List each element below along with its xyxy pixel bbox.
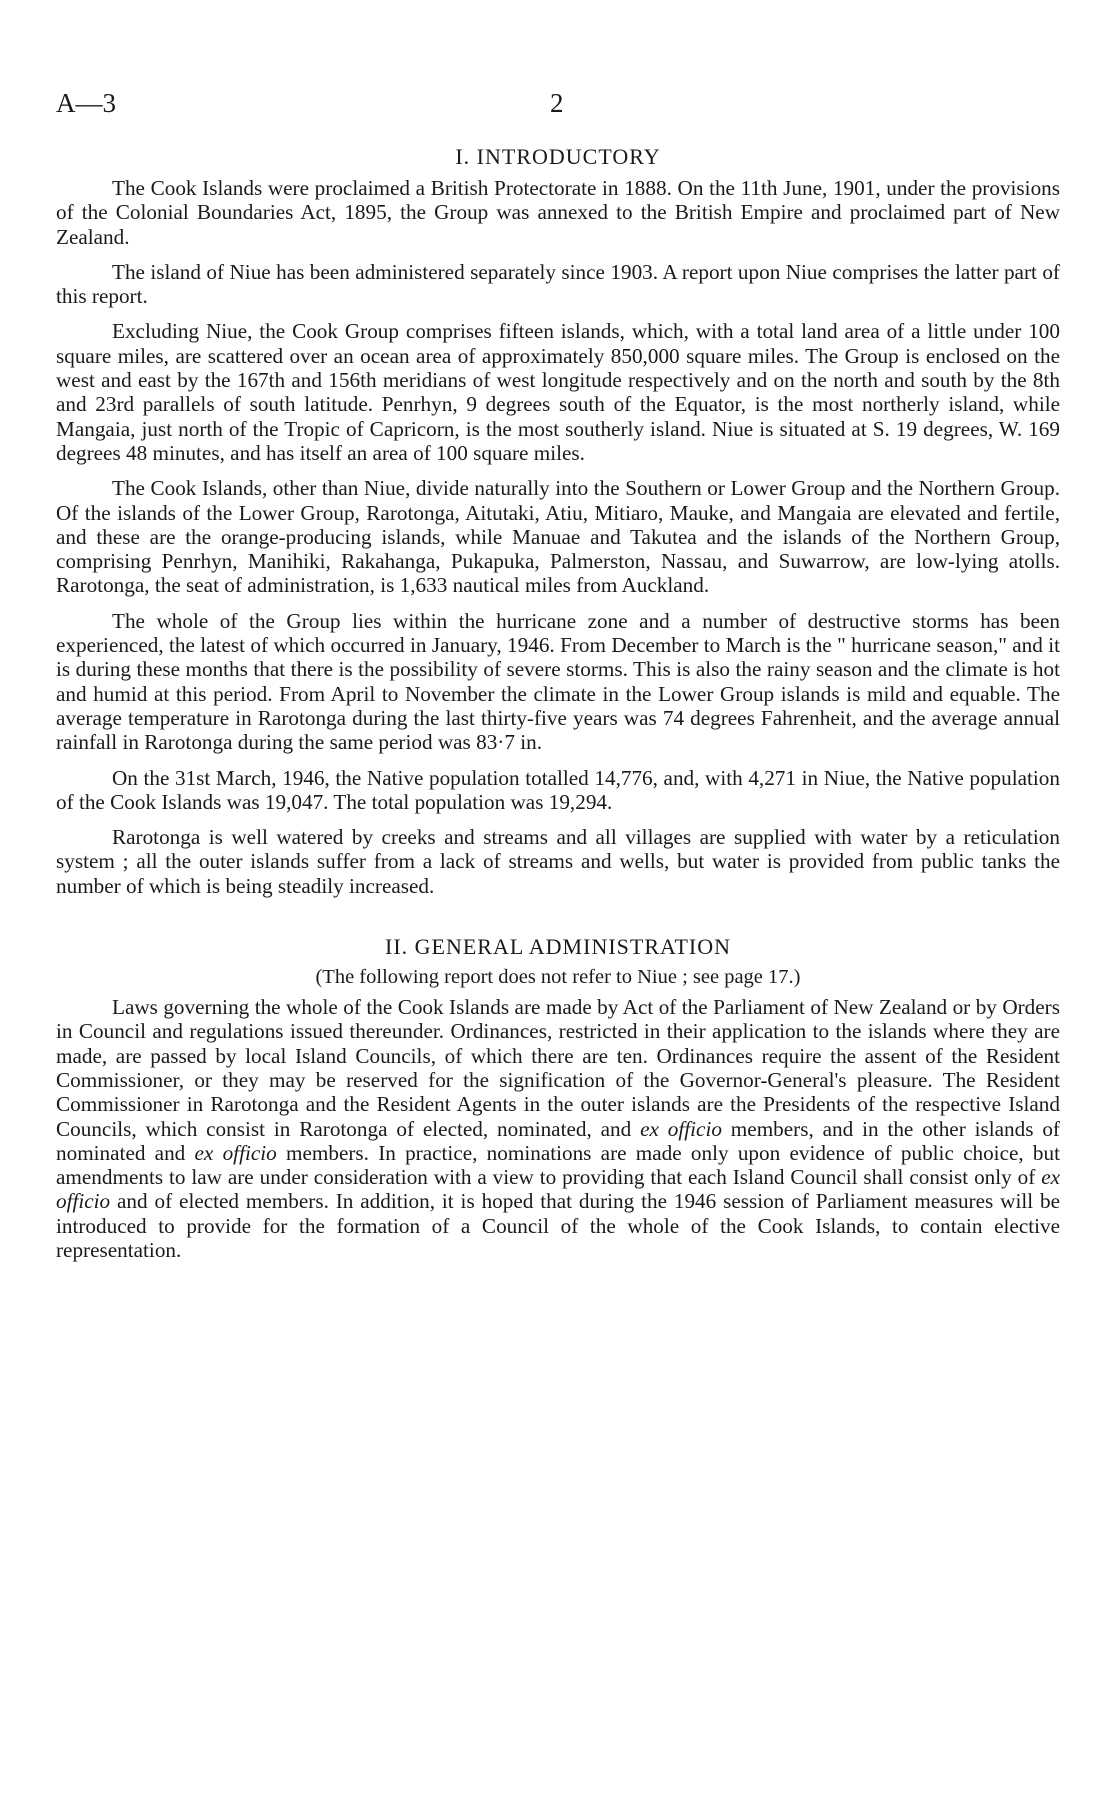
- section-heading-introductory: I. INTRODUCTORY: [455, 144, 661, 169]
- italic-term: ex officio: [640, 1116, 722, 1141]
- intro-paragraph-3: Excluding Niue, the Cook Group comprises fifteen islands, which, with a total land area of a little under 100 square miles, are scattered over an ocean area of approximately 850,000 square miles. The Group is enclosed on the west and east by the 167th and 156th meridians of west longitude respectively and on the north and south by the 8th and 23rd parallels of south latitude. Penrhyn, 9 degrees south of the Equator, is the most northerly island, while Mangaia, just north of the Tropic of Capricorn, is the most southerly island. Niue is situated at S. 19 degrees, W. 169 degrees 48 minutes, and has itself an area of 100 square miles.: [56, 319, 1060, 465]
- page-body: [56, 144, 1060, 1273]
- text-run: members. In practice, nominations are made only upon evidence of public choice, but amendments to law are under consideration with a view to providing that each Island Council shall consist only of: [56, 1140, 1060, 1190]
- section-heading-general-administration: II. GENERAL ADMINISTRATION: [385, 934, 731, 960]
- text-run: members, and in the other islands of nominated and: [56, 1116, 1060, 1165]
- italic-term: ex officio: [56, 1165, 1060, 1214]
- intro-paragraph-7: Rarotonga is well watered by creeks and streams and all villages are supplied with water by a reticulation system ; all the outer islands suffer from a lack of streams and wells, but water is provided from public tanks the number of which is being steadily increased.: [56, 825, 1060, 898]
- section-note: (The following report does not refer to Niue ; see page 17.): [315, 966, 801, 989]
- intro-paragraph-4: The Cook Islands, other than Niue, divide naturally into the Southern or Lower Group and the Northern Group. Of the islands of the Lower Group, Rarotonga, Aitutaki, Atiu, Mitiaro, Mauke, and Mangaia are elevated and fertile, and these are the orange-producing islands, while Manuae and Takutea and the islands of the Northern Group, comprising Penrhyn, Manihiki, Rakahanga, Pukapuka, Palmerston, Nassau, and Suwarrow, are low-lying atolls. Rarotonga, the seat of administration, is 1,633 nautical miles from Auckland.: [56, 476, 1060, 598]
- intro-paragraph-1: The Cook Islands were proclaimed a British Protectorate in 1888. On the 11th June, 1901, under the provisions of the Colonial Boundaries Act, 1895, the Group was annexed to the British Empire and proclaimed part of New Zealand.: [56, 176, 1060, 249]
- document-reference: A—3: [56, 88, 116, 118]
- administration-paragraph: [56, 995, 1060, 1262]
- page-number: 2: [550, 88, 564, 118]
- text-run: Laws governing the whole of the Cook Islands are made by Act of the Parliament of New Zealand or by Orders in Council and regulations issued thereunder. Ordinances, restricted in their application to the islands where they are made, are passed by local Island Councils, of which there are ten. Ordinances require the assent of the Resident Commissioner, or they may be reserved for the signification of the Governor-General's pleasure. The Resident Commissioner in Rarotonga and the Resident Agents in the outer islands are the Presidents of the respective Island Councils, which consist in Rarotonga of elected, nominated, and: [56, 995, 1060, 1141]
- text-run: and of elected members. In addition, it is hoped that during the 1946 session of Parliament measures will be introduced to provide for the formation of a Council of the whole of the Cook Islands, to contain elective representation.: [56, 1189, 1060, 1262]
- page-header: [56, 88, 1060, 120]
- intro-paragraph-6: On the 31st March, 1946, the Native population totalled 14,776, and, with 4,271 in Niue, the Native population of the Cook Islands was 19,047. The total population was 19,294.: [56, 765, 1060, 814]
- intro-paragraph-2: The island of Niue has been administered separately since 1903. A report upon Niue comprises the latter part of this report.: [56, 259, 1060, 309]
- intro-paragraph-5: The whole of the Group lies within the hurricane zone and a number of destructive storms has been experienced, the latest of which occurred in January, 1946. From December to March is the " hurricane season," and it is during these months that there is the possibility of severe storms. This is also the rainy season and the climate is hot and humid at this period. From April to November the climate in the Lower Group islands is mild and equable. The average temperature in Rarotonga during the last thirty-five years was 74 degrees Fahrenheit, and the average annual rainfall in Rarotonga during the same period was 83·7 in.: [56, 608, 1060, 755]
- italic-term: ex officio: [194, 1140, 277, 1165]
